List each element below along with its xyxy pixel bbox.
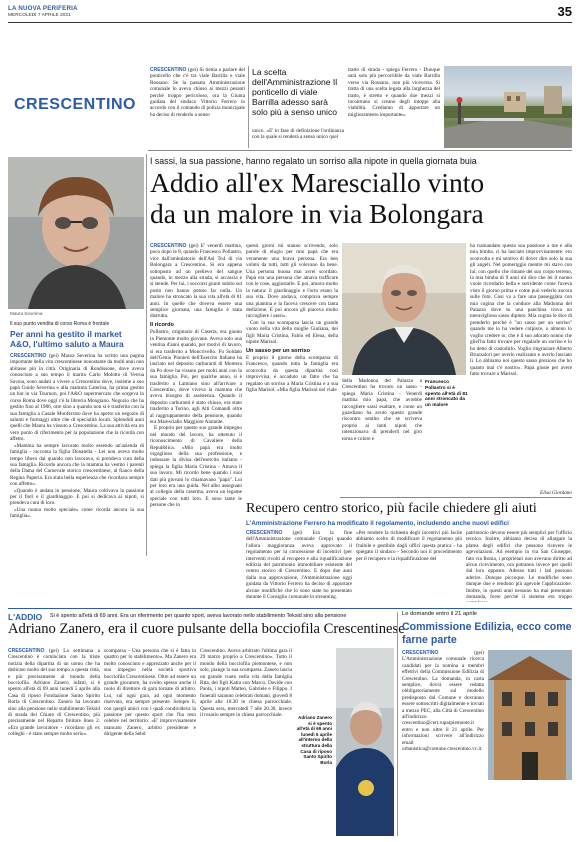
rule <box>340 497 572 498</box>
recupero-col2: «Per rendere la richiesta degli incentivi più facile abbiamo scelto di modificare il regolamento più fruibile e gestibile dagli uffici questa pratica - ha spiegato il sindaco - Secondo noi il procedimento per il recupero e la riqualificazione del <box>356 530 462 562</box>
lead-col4-text: ha tramandato questa sua passione a me e alla mia bimba, ci ha lasciato improvvisamente: ero sconvolta e mi sentivo di dover dire solo la sua gli angeli. Nel pomeriggio mentre mi stavo con lui, con quello che rimane del suo corpo terreno, la mia bimba di 9 anni mi dice che lei il nonno vuole ricordarlo bella e sorridente come l'aveva visto il giorno prima e come può vederlo ancora sulle foto. Così va a fare una passeggiata con mia cugina che la conduce alla Madonna del Palazzo dove su una panchina trova un meraviglioso sasso dipinto. Mia cugina le dice di prenderlo perché è "un sasso per un sorriso" quando me lo ha vedere colpisce, o almeno lo voglio credere io, che è il suo adorato nonno che gliel'ha fatto trovare per regalarle un sorriso e lo ho detto di custodirlo. Voglio ringraziare Alberto Bruzzalori per averlo realizzato e averlo lasciato lì. Lo abbiamo noi questo sasso prezioso che ho quanto mai c'è nostro». Papà giuste per avere fatto trovare a Marisol. <box>470 243 572 378</box>
maura-text-c: «Quando è andata in pensione, Maura coltivava la passione per il fiori e il giardinaggio. E poi si dedicava ai nipoti, si prendeva cura di loro. <box>10 487 144 507</box>
bridge-illustration <box>444 66 572 148</box>
maura-photo-caption: Maura Severina <box>10 311 43 316</box>
lead-col1-c: E proprio per questo suo grande impegno nel mondo del lavoro, ha ottenuto il riconoscimento di Cavaliere della Repubblica. «Mio papà era molto orgoglioso della sua professione, e indossare la divisa dell'esercito italiano - spiega la figlia Maria Cristina - Amava il suo lavoro. Mi ricordo bene quando i suoi dati più giovani lo chiamavano "papà". Lui per loro era una guida. Nel albo assegnato al collegio della caserma, aveva un legame speciale con tutti loro. E sono tante le persone che in <box>150 425 242 509</box>
top-story-headline: La scelta dell'Amministrazione Il ponticello di viale Barrilla adesso sarà solo più a senso unico <box>252 67 338 117</box>
zanero-illustration <box>336 648 394 836</box>
top-story-col2: unico. «E' in fase di definizione l'ordinanza con la quale si renderà a senso unico quel <box>252 128 344 141</box>
bridge-photo <box>444 66 572 148</box>
recupero-col1-text: (gei) Era la fine dell'Amministrazione comunale Greppi quando l'allora maggioranza aveva approvato il regolamento per la concessione di incentivi (per interventi rivolti al recupero e alla riqualificazione edilizia del patrimonio immobiliare esistente del centro storico di Crescentino. E dopo due anni dalla sua approvazione, l'Amministrazione oggi guidata da Vittorio Ferrero ha deciso di apportare alcune modifiche che lo sono state ho presentato durante il Consiglio comunale in streaming. <box>246 530 352 601</box>
masthead-paper: LA NUOVA PERIFERIA <box>8 5 78 12</box>
divider <box>146 154 147 556</box>
lead-sub-sasso: Un sasso per un sorriso <box>246 347 311 354</box>
lead-kw: CRESCENTINO <box>150 243 187 249</box>
zanero-col3: Crescentino. Aveva arbitrato l'ultima gara il 29 marzo proprio a Crescentino». Tutto il mondo della bocciofila piemontese, e non solo, piange la sua scomparsa. Zanero lascia un grande vuoto nella vita della famiglia Rita, dei figli Katia con Marco, Davide con Paola, i nipoti Matteo, Gabriele e Filippo. I funerali saranno celebrati domani, giovedì 8 aprile alle 10.30 in chiesa parrocchiale. Questa sera, mercoledì 7 alle 20.30, invece il rosario sempre in chiesa parrocchiale. <box>200 648 292 719</box>
zanero-col1-text: (gei) La settimana a Crescentino è cominciata con la triste notizia della dipartita di un uomo che ha dedicato molto del suo tempo a questa città, e più precisamente al mondo della bocciofila. Adriano Zanero, infatti, si è spento all'età di 69 anni lunedì 5 aprile alla Casa di riposo Fondazione Santo Spirito Borla di Crescentino. Zanero ha lavorato sino alla pensione nello stabilimento Teksid di strada del Chiaro di Crescentino, più precisamente nel Reparto finiture linea 2. «Era grande lavoratore - ricordano gli ex colleghi - è stato sempre molto serio». <box>8 648 100 738</box>
recupero-col1 <box>246 530 352 602</box>
building-illustration <box>488 650 572 780</box>
page-number: 35 <box>557 4 572 19</box>
zanero-headline: Adriano Zanero, era il cuore pulsante della bocciofila Crescentinese <box>8 621 405 637</box>
top-story-p2: Se la passata Amministrazione comunale lo aveva chiuso ai mezzi pesanti perché troppo pericoloso, ora la Giunta guidata del sindaco Vittorio Ferrero in accordo con il comando di polizia municipale ha deciso di renderlo a senso <box>150 79 245 118</box>
lead-kicker: I sassi, la sua passione, hanno regalato un sorriso alla nipote in quella giornata buia <box>150 156 477 166</box>
lead-col3-b: della Madonna del Palazzo a Crescentino ha trovato un sasso - spiega Maria Cristina - Venerdì mattina mio papà, che avrebbe raccogliere sassi esaltare, e come un guardiano ha avuto questo grande riscontro sentito che se scriveva proprio ai tanti nipoti che intenzionava di prenderli nel giro torna e colore e <box>342 378 422 442</box>
lead-col2-a: questi giorni mi stanno scrivendo, solo parole di elogio per mio papà che era veramente una brava persona. Era ben voluto da tutti, tutti gli volevano da bene. Una persona buona mai avrei scordato. Papà era una persona che amava trafficare con le cose, aggiustarle. E poi, amava molto la natura: il giardinaggio e l'orto erano la sua vita. Dove andava, comprava sempre una piantina e la faceva crescere con tanta dedizione. E poi ancora gli piaceva molto raccogliere i sassi». <box>246 243 338 320</box>
recupero-col3 <box>466 530 572 602</box>
masthead-date: MERCOLEDÌ 7 APRILE 2021 <box>8 13 71 18</box>
pollastro-caption: Francesco Pollastro si è spento all'età di 81 anni stroncato da un malore <box>425 380 468 409</box>
top-story-p1: (gei) Si tiema a parlare del ponticello che c'è tra viale Barrilla e viale Rossano. <box>150 67 245 86</box>
zanero-col1 <box>8 648 100 836</box>
recupero-deck: L'Amministrazione Ferrero ha modificato il regolamento, includendo anche nuovi edifici <box>246 520 509 527</box>
commissione-headline: Commissione Edilizia, ecco come farne parte <box>402 621 572 646</box>
maura-text-a: (gei) Maura Severina ha scritto una pagina importante della vita crescentinese nonostante da molti anni non abitasse più in città. Originaria di Rondissone, dove aveva conosciuto a suo tempo il marito Carlo Molotto di Verrua Savoia, sono andati a vivere a Crescentino dove, insieme a suo papà Guido Severina e alla mamma Caterina, ha prima gestito un bar in via Tournon, poi l'A&O supermercato che sorgeva in corso Roma dove oggi c'è la libreria Mongiano. Negozio che ha gestito fino al 1986, otre sino a quando non si è trasferita con la sua famiglia a Casale Monferrato dove ha aperto un negozio di salumi e formaggi oltre che di specialità locali. Splendidi anni quelli che Maura ha vissuto a Crescentino. La sua attività era un vero punto di riferimento per la popolazione che la ricorda con affetto. <box>10 353 144 443</box>
maura-body <box>10 353 144 553</box>
maura-kw: CRESCENTINO <box>10 353 47 359</box>
zanero-col2: scomparsa - Una persona che si è fatta in quattro per lo stabilimento». Ma Zanero era molto conosciuto e apprezzato anche per il suo impegno nella società sportiva bocciofila Crescentinese. Oltre ad essere un grande giocatore, ha svolto spesso anche il ruolo di direttore di gara tornate di arbitro. Lui, sul ogni gara, ad ogni momento riservato, era sempre presente. Sempre lì, con quegli amici con i quali condivideva la passione per questo sport che l'ha reso celebre nel territorio. «E' improvvisamente mancato Zanero, arbitro presidente e dirigente della Sebd <box>104 648 196 738</box>
divider <box>248 66 249 148</box>
masthead <box>8 4 572 22</box>
commissione-deck: Le domande entro il 21 aprile <box>402 611 478 617</box>
section-title: CRESCENTINO <box>14 96 136 113</box>
lead-sub-ricordo: Il ricordo <box>150 321 174 328</box>
rule <box>8 608 572 609</box>
lead-col1-a: (gei) E' venerdì mattina, poco dopo le 8, quando Francesco Pollastro, vice dall'ambulatorio dell'Asl To4 di via Bolongara a Crescentino. Si era appena sottoposto ad un prelievo del sangue quando, in mezzo alla strada, si accascia e si stende. Per lui, i soccorsi giunti subito sul posto non hanno potuto far nulla. Un malore ha stroncato la sua vita all'età di 81 anni. In quelle che doveva essere una semplice giornata, una famiglia è stata distrutta. <box>150 243 242 320</box>
maura-deck: Il suo punto vendita di corso Roma è frontale <box>10 321 110 327</box>
top-story-col1 <box>150 67 245 147</box>
zanero-kw: CRESCENTINO <box>8 648 45 654</box>
recupero-headline: Recupero centro storico, più facile chiedere gli aiuti <box>246 501 537 516</box>
lead-headline-1: Addio all'ex Maresciallo vinto <box>150 167 485 198</box>
pollastro-photo <box>342 243 466 375</box>
lead-col4 <box>470 243 572 496</box>
pollastro-illustration <box>342 243 466 375</box>
addio-text: Si è spento all'età di 69 anni. Era un riferimento per quanto sport, aveva lavorato nello stabilimento Teksid sino alla pensione <box>50 613 347 619</box>
rule <box>148 150 572 151</box>
lead-col2-b: Con la sua scomparsa lascia un grande vuoto nella vita della moglie Giuliana, dei figli Maria Cristina, Fabio ed Elena, della nipote Marisol. <box>246 319 338 346</box>
lead-col1 <box>150 243 242 546</box>
commissione-photo <box>488 650 572 780</box>
divider <box>397 612 398 836</box>
portrait-illustration <box>8 157 144 309</box>
lead-headline-2: da un malore in via Bolongara <box>150 198 484 229</box>
commissione-body <box>402 650 484 836</box>
maura-text-b: «Mamma ha sempre lavorato molto essendo un'azienda di famiglia - racconta la figlia Donatella - Lei non aveva molto tempo libero dal quando non lavorava, si prendeva cura della sua famiglia. Ricordo ancora che la mamma ha vestito i parenti della Dama del Carnevale storico crescentinese, al fianco della Regina Paperia. Era stata bella esperienza che ricordava sempre con affetto». <box>10 442 144 488</box>
masthead-rule <box>8 22 572 23</box>
maura-text-d: «Una nonna molto speciale» come ricorda ancora la sua famiglia». <box>10 506 144 520</box>
top-story-kw: CRESCENTINO <box>150 67 187 73</box>
maura-photo <box>8 157 144 309</box>
lead-byline: Elisa Giordano <box>540 490 572 496</box>
maura-headline: Per anni ha gestito il market A&O, l'ultimo saluto a Maura <box>10 329 124 349</box>
commissione-text: (gei) L'Amministrazione comunale ricerca candidati per la nomina a membri effettivi della Commissione Edilizia di Crescentino. La domanda, in carta semplice, dovrà essere redatta obbligatoriamente sul modello predisposto dal Comune e dovranno essere sottoscritti digitalmente e inviati a mezzo PEC, alla Città di Crescentino all'indirizzo crescentino@cert.ruparpiemonte.it entro e non oltre il 21 aprile. Per informazioni scrivere all'indirizzo email urbanistica@comune.crescentino.vc.it. <box>402 650 484 753</box>
top-story-col3: tratto di strada - spiega Ferrero - Dunque sarà solo più percorribile da viale Barrilla verso via Rossano, non più viceversa. Si tratta di una scelta legata alla larghezza del tratto, è stretto e quando due mezzi si incontrano si creano degli intoppi alla viabilità. Crediamo di apportare un miglioramento importante». <box>348 67 440 118</box>
zanero-photo <box>336 648 394 836</box>
recupero-col3-a: patrimonio devono essere più semplici per l'ufficio tecnico. Inoltre, abbiamo deciso di allargare la platea degli edifici che possono ricevere le agevolazioni. Ad esempio in via San Giuseppe, fato via Roma, i proprietari non avevano diritto ad alcun ricevimento, ora potranno invece per quelli dal loro opposto. Adesso tutti i lati possono aderire. Dunque piccoque. Le modifiche sono dunque due e rendono più agevole l'applicazione. Inoltre, in questi anni nessuno ha mai presentato domanda, forse perché il sistema era troppo <box>466 530 572 601</box>
lead-col1-b: Pollastro, originario di Caserta, era giunto in Piemonte molto giovane. Aveva solo una ventina d'anni quando, per motivi di lavoro, si era trasferito a Moncrivello. Fu Soldato dell'Genio Pionieri dell'Esercito Italiano ha lasciato nel deposito carburanti di Montera da Po dove ha vissuto per molti anni con la sua famiglia. Poi, per qualche anno, si è trasferito a Lamiano sino all'arrivare a Crescentino, dove viveva la mamma che aveva bisogno di assistenza. Quando il deposito carburanti è stato chiuso, era stato trasferito a Torino, agli Alti Comandi oltre al raggruppamento della pensione, quando era Maresciallo Maggiore Aiutante. <box>150 329 242 425</box>
recupero-kw: CRESCENTINO <box>246 530 283 536</box>
zanero-caption: Adriano Zanero si è spento all'età di 69 anni lunedì 5 aprile all'interno della struttura della Casa di riposo Santo Spirito Borla <box>296 715 332 765</box>
commissione-kw: CRESCENTINO <box>402 650 439 656</box>
lead-col2-c: E proprio il giorno della scomparsa di Francesco, quando tutta la famiglia era sconvolta da questa dipartita così improvvisa, è accaduto un fatto che ha regalato un sorriso a Maria Cristina e a sua figlia Marisol. «Mia figlia Marisol nel viale <box>246 354 338 393</box>
addio-tag: L'ADDIO <box>8 612 43 622</box>
